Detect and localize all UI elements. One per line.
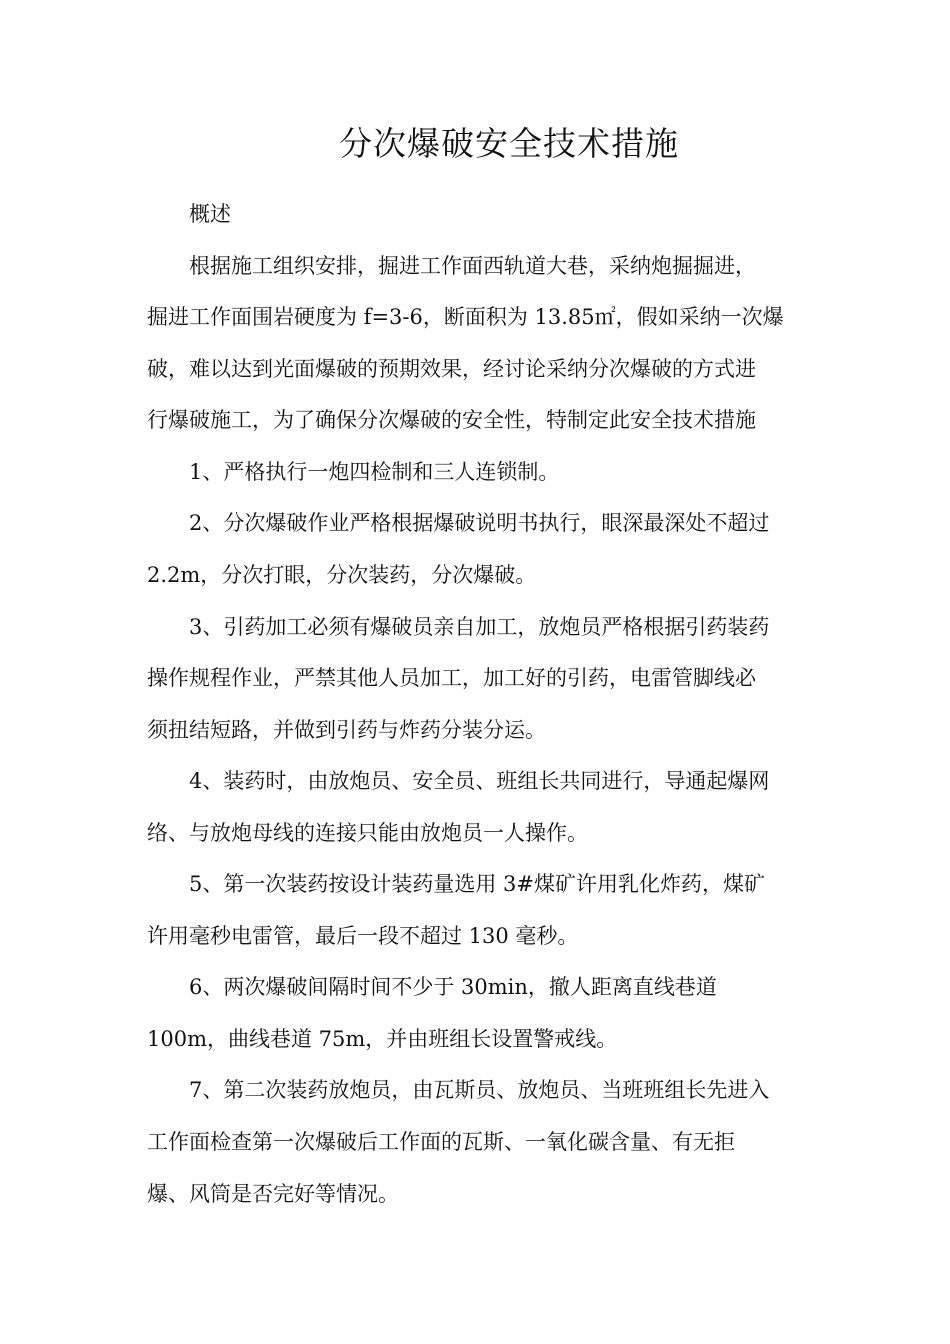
document-title: 分次爆破安全技术措施 bbox=[339, 124, 679, 163]
list-item-4: 4、装药时，由放炮员、安全员、班组长共同进行，导通起爆网 bbox=[189, 769, 770, 793]
list-item-3-continued: 操作规程作业，严禁其他人员加工，加工好的引药，电雷管脚线必 bbox=[147, 666, 756, 690]
list-item-7-continued: 爆、风筒是否完好等情况。 bbox=[147, 1182, 399, 1206]
list-item-7: 7、第二次装药放炮员，由瓦斯员、放炮员、当班班组长先进入 bbox=[189, 1078, 770, 1102]
section-heading: 概述 bbox=[189, 202, 231, 226]
list-item-5-continued: 许用毫秒电雷管，最后一段不超过 130 毫秒。 bbox=[147, 924, 579, 948]
list-item-2-continued: 2.2m，分次打眼，分次装药，分次爆破。 bbox=[147, 563, 537, 587]
list-item-3: 3、引药加工必须有爆破员亲自加工，放炮员严格根据引药装药 bbox=[189, 615, 770, 639]
list-item-5: 5、第一次装药按设计装药量选用 3#煤矿许用乳化炸药，煤矿 bbox=[189, 872, 765, 896]
list-item-6: 6、两次爆破间隔时间不少于 30min，撤人距离直线巷道 bbox=[189, 975, 717, 999]
paragraph-line: 破，难以达到光面爆破的预期效果，经讨论采纳分次爆破的方式进 bbox=[147, 357, 756, 381]
list-item-2: 2、分次爆破作业严格根据爆破说明书执行，眼深最深处不超过 bbox=[189, 511, 770, 535]
list-item-1: 1、严格执行一炮四检制和三人连锁制。 bbox=[189, 460, 560, 484]
list-item-3-continued: 须扭结短路，并做到引药与炸药分装分运。 bbox=[147, 718, 546, 742]
list-item-6-continued: 100m，曲线巷道 75m，并由班组长设置警戒线。 bbox=[147, 1027, 618, 1051]
paragraph-line: 根据施工组织安排，掘进工作面西轨道大巷，采纳炮掘掘进， bbox=[189, 254, 756, 278]
paragraph-line: 行爆破施工，为了确保分次爆破的安全性，特制定此安全技术措施 bbox=[147, 408, 756, 432]
paragraph-line: 掘进工作面围岩硬度为 f=3-6，断面积为 13.85㎡，假如采纳一次爆 bbox=[147, 305, 784, 329]
list-item-4-continued: 络、与放炮母线的连接只能由放炮员一人操作。 bbox=[147, 821, 588, 845]
list-item-7-continued: 工作面检查第一次爆破后工作面的瓦斯、一氧化碳含量、有无拒 bbox=[147, 1130, 735, 1154]
